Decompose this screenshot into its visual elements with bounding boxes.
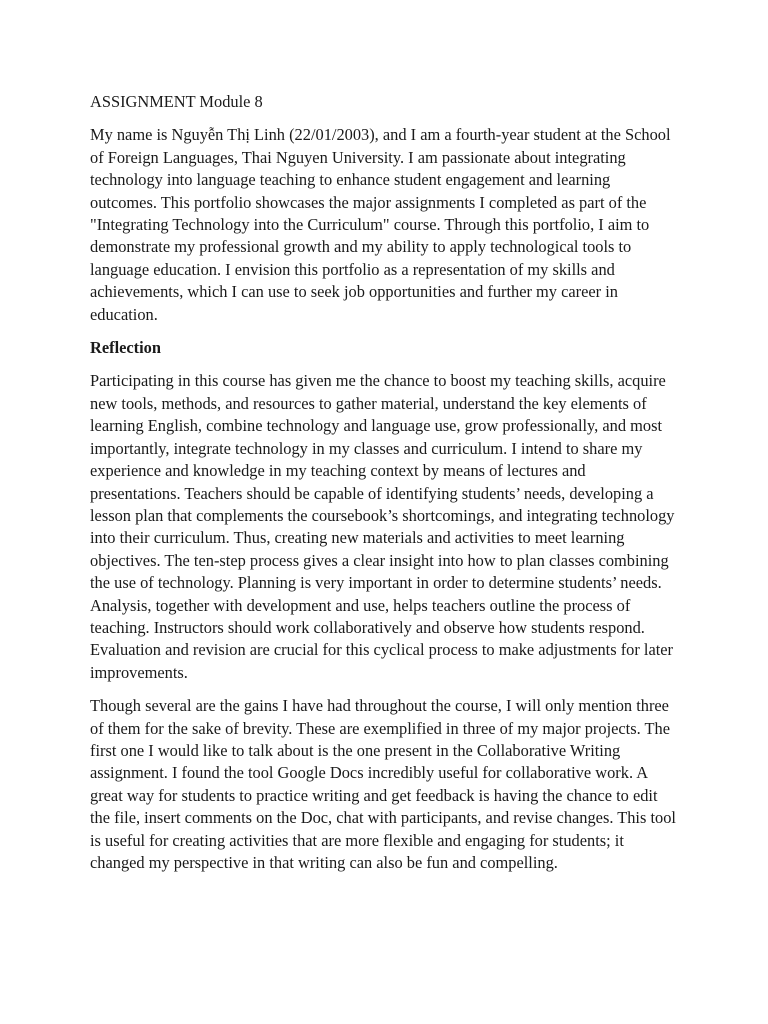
reflection-paragraph-2: Though several are the gains I have had throughout the course, I will only mention three of them for the sake of brevity. These are exemplified in three of my major projects. The first one I would like to talk about is the one present in the Collaborative Writing assignment. I found the tool Google Docs incredibly useful for collaborative work. A great way for students to practice writing and get feedback is having the chance to edit the file, insert comments on the Doc, chat with participants, and revise changes. This tool is useful for creating activities that are more flexible and engaging for students; it changed my perspective in that writing can also be fun and compelling. — [90, 696, 676, 872]
reflection-paragraph-1: Participating in this course has given me the chance to boost my teaching skills, acquire new tools, methods, and resources to gather material, understand the key elements of learning English, combine technology and language use, grow professionally, and most importantly, integrate technology in my classes and curriculum. I intend to share my experience and knowledge in my teaching context by means of lectures and presentations. Teachers should be capable of identifying students’ needs, developing a lesson plan that complements the coursebook’s shortcomings, and integrating technology into their curriculum. Thus, creating new materials and activities to meet learning objectives. The ten-step process gives a clear insight into how to plan classes combining the use of technology. Planning is very important in order to determine students’ needs. Analysis, together with development and use, helps teachers outline the process of teaching. Instructors should work collaboratively and observe how students respond. Evaluation and revision are crucial for this cyclical process to make adjustments for later improvements. — [90, 371, 675, 682]
document-body — [90, 91, 680, 885]
document-title: ASSIGNMENT Module 8 — [90, 92, 263, 111]
section-heading: Reflection — [90, 338, 161, 358]
intro-paragraph: My name is Nguyễn Thị Linh (22/01/2003), and I am a fourth-year student at the School of Foreign Languages, Thai Nguyen University. I am passionate about integrating technology into language teaching to enhance student engagement and learning outcomes. This portfolio showcases the major assignments I completed as part of the "Integrating Technology into the Curriculum" course. Through this portfolio, I aim to demonstrate my professional growth and my ability to apply technological tools to language education. I envision this portfolio as a representation of my skills and achievements, which I can use to seek job opportunities and further my career in education. — [90, 125, 671, 324]
